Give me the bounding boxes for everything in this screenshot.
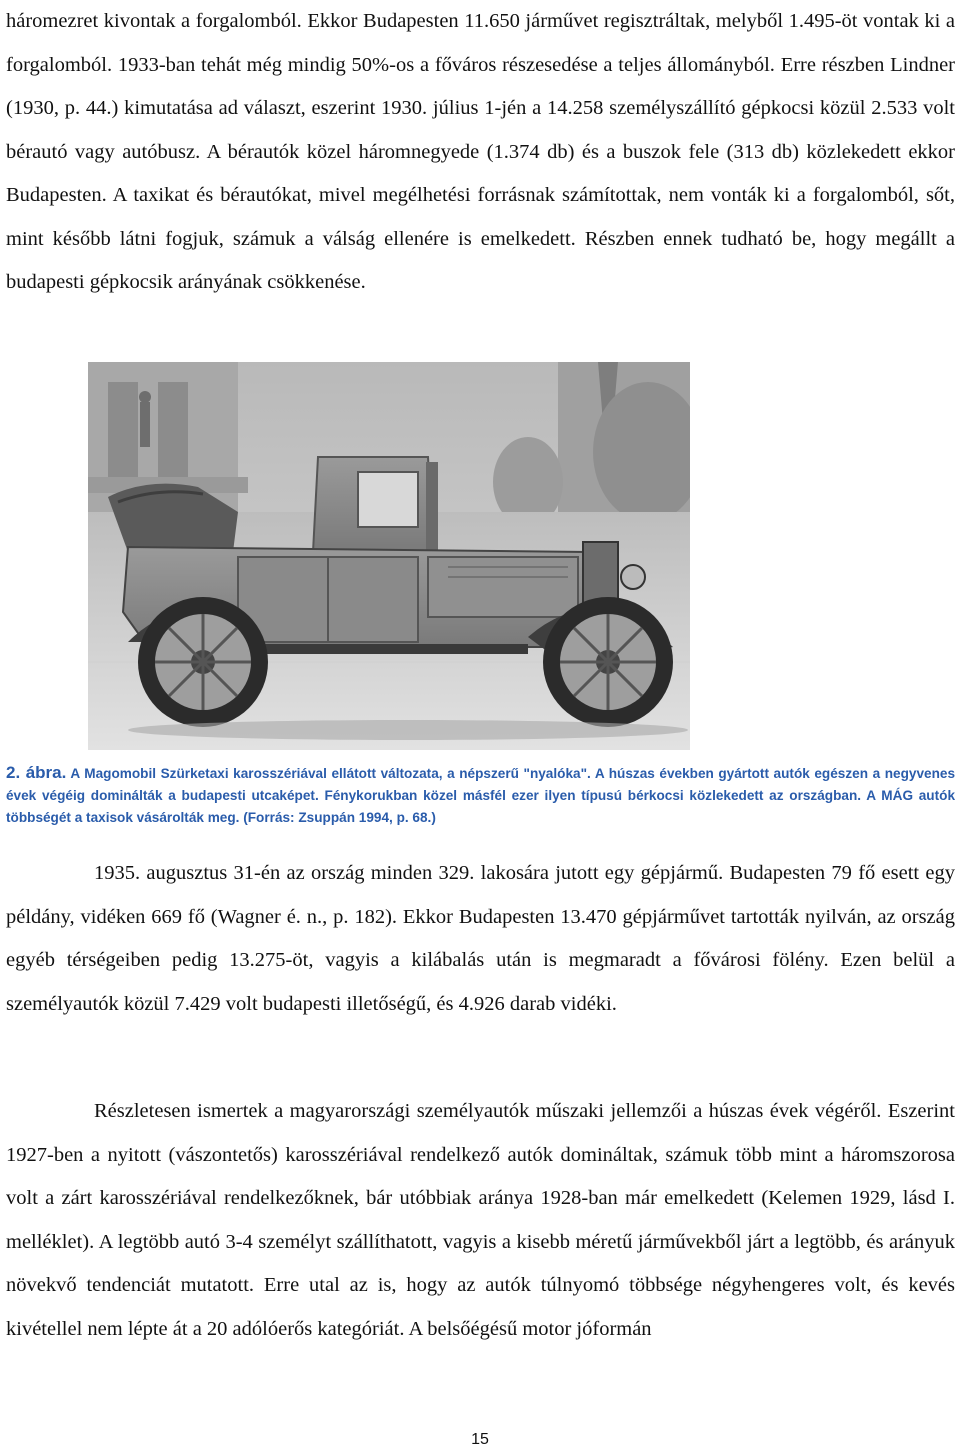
figure-caption: [6, 762, 955, 829]
car-photo-illustration: [88, 362, 690, 750]
figure-photo: [88, 362, 690, 750]
rear-wheel: [138, 597, 268, 727]
body-paragraph-2: 1935. augusztus 31-én az ország minden 329. lakosára jutott egy gépjármű. Budapesten 79 fő esett egy példány, vidéken 669 fő (Wagner é. n., p. 182). Ekkor Budapesten 13.470 gépjárművet tartották nyilván, az ország egyéb térségeiben pedig 13.275-öt, vagyis a kilábalás után is megmaradt a fővárosi fölény. Ezen belül a személyautók közül 7.429 volt budapesti illetőségű, és 4.926 darab vidéki.: [6, 862, 955, 1015]
figure-caption-text: A Magomobil Szürketaxi karosszériával ellátott változata, a népszerű "nyalóka". A húszas években gyártott autók egészen a negyvenes évek végéig dominálták a budapesti utcaképet. Fénykorukban közel másfél ezer ilyen típusú bérkocsi közlekedett az országban. A MÁG autók többségét a taxisok vásárolták meg. (Forrás: Zsuppán 1994, p. 68.): [6, 766, 955, 825]
front-wheel: [543, 597, 673, 727]
body-paragraph-1: háromezret kivontak a forgalomból. Ekkor Budapesten 11.650 járművet regisztráltak, melyből 1.495-öt vontak ki a forgalomból. 1933-ban tehát még mindig 50%-os a főváros részesedése a teljes állományból. Erre részben Lindner (1930, p. 44.) kimutatása ad választ, eszerint 1930. július 1-jén a 14.258 személyszállító gépkocsi közül 2.533 volt bérautó vagy autóbusz. A bérautók közel háromnegyede (1.374 db) és a buszok fele (313 db) közlekedett ekkor Budapesten. A taxikat és bérautókat, mivel megélhetési forrásnak számítottak, nem vonták ki a forgalomból, sőt, mint később látni fogjuk, számuk a válság ellenére is emelkedett. Részben ennek tudható be, hogy megállt a budapesti gépkocsik arányának csökkenése.: [6, 10, 955, 293]
page-number: 15: [471, 1431, 489, 1448]
figure-caption-label: 2. ábra.: [6, 763, 67, 782]
body-paragraph-3: Részletesen ismertek a magyarországi személyautók műszaki jellemzői a húszas évek végéről. Eszerint 1927-ben a nyitott (vászontetős) karosszériával rendelkező autók domináltak, számuk több mint a háromszorosa volt a zárt karosszériával rendelkezőknek, bár utóbbiak aránya 1928-ban már emelkedett (Kelemen 1929, lásd I. melléklet). A legtöbb autó 3-4 személyt szállíthatott, vagyis a kisebb méretű járművekből járt a legtöbb, és arányuk növekvő tendenciát mutatott. Erre utal az is, hogy az autók túlnyomó többsége négyhengeres volt, és kevés kivétellel nem lépte át a 20 adólóerős kategóriát. A belsőégésű motor jóformán: [6, 1100, 955, 1340]
